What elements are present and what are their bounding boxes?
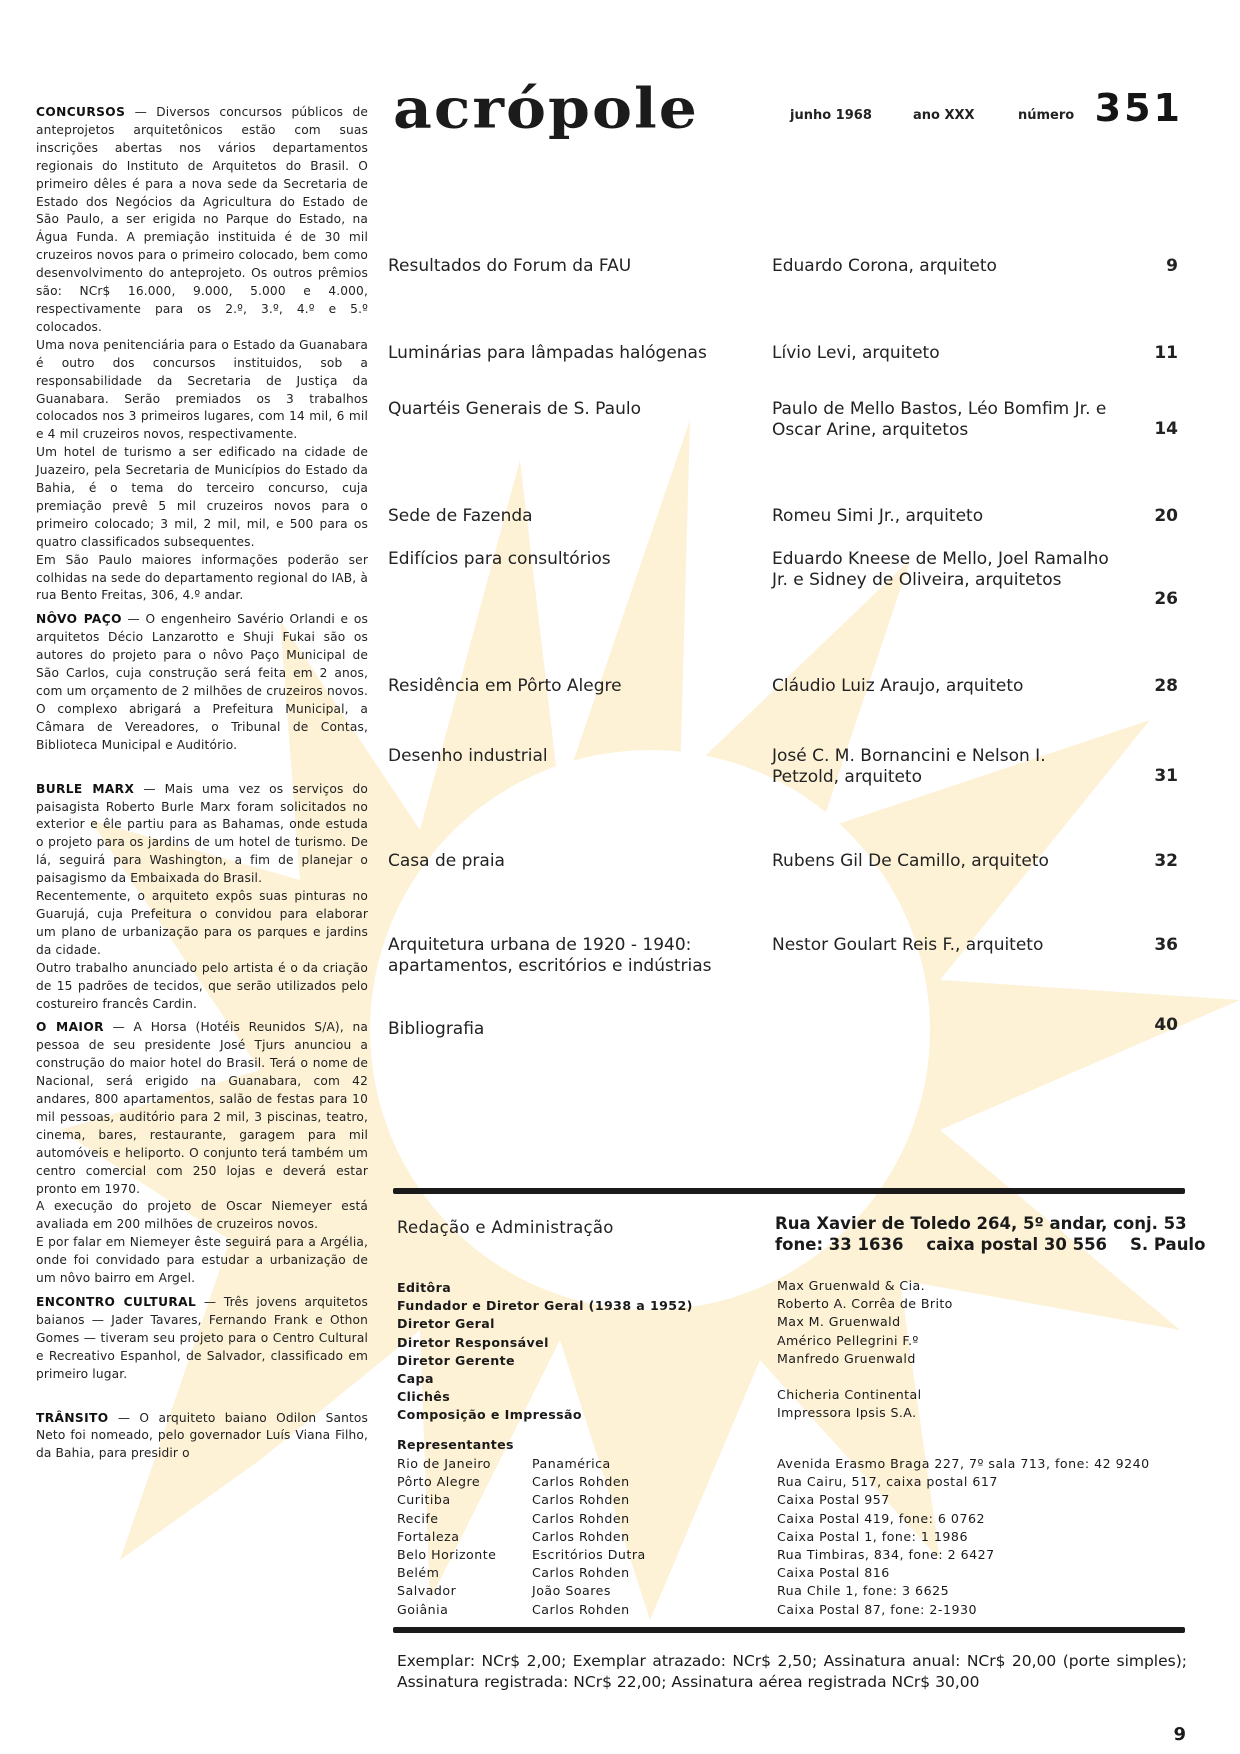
credit-role: Fundador e Diretor Geral (1938 a 1952) (397, 1298, 693, 1314)
redacao-label: Redação e Administração (397, 1218, 614, 1237)
news-paragraph (36, 444, 368, 551)
news-paragraph (36, 960, 368, 1014)
news-paragraph (36, 781, 368, 888)
news-paragraph (36, 611, 368, 754)
news-item (36, 1294, 368, 1384)
credit-role: Composição e Impressão (397, 1407, 582, 1423)
news-text: E por falar em Niemeyer êste seguirá para a Argélia, onde foi convidado para estudar a urbanização de um nôvo bairro em Argel. (36, 1235, 368, 1286)
credit-role: Clichês (397, 1389, 451, 1405)
news-text: — Mais uma vez os serviços do paisagista Roberto Burle Marx foram solicitados no exterior e êle partiu para as Bahamas, onde estuda o projeto para os jardins de um hotel de turismo. De lá, seguirá para Washington, a fim de planejar o paisagismo da Embaixada do Brasil. (36, 781, 369, 886)
toc-page-number[interactable]: 11 (1154, 343, 1178, 363)
news-text: Outro trabalho anunciado pelo artista é o da criação de 15 padrões de tecidos, que serão utilizados pelo costureiro francês Cardin. (36, 960, 368, 1011)
toc-title[interactable]: Resultados do Forum da FAU (388, 256, 632, 276)
news-paragraph (36, 888, 368, 960)
news-text: Em São Paulo maiores informações poderão ser colhidas na sede do departamento regional do IAB, à rua Bento Freitas, 306, 4.º andar. (36, 552, 368, 603)
toc-page-number[interactable]: 31 (1154, 766, 1178, 786)
toc-author: Romeu Simi Jr., arquiteto (772, 506, 984, 526)
representative-city: Curitiba (397, 1492, 451, 1508)
issue-volume: ano XXX (913, 108, 975, 123)
subscription-prices: Exemplar: NCr$ 2,00; Exemplar atrazado: NCr$ 2,50; Assinatura anual: NCr$ 20,00 (porte simples); Assinatura registrada: NCr$ 22,00; Assinatura aérea registrada NCr$ 30,00 (397, 1652, 1187, 1691)
representative-agent: Carlos Rohden (532, 1528, 630, 1544)
news-text: — Três jovens arquitetos baianos — Jader Tavares, Fernando Frank e Othon Gomes — tiveram seu projeto para o Centro Cultural e Recreativo Espanhol, de Salvador, classificado em primeiro lugar. (36, 1295, 368, 1381)
divider-rule-bottom (393, 1627, 1185, 1633)
representative-address: Caixa Postal 419, fone: 6 0762 (777, 1510, 985, 1526)
toc-page-number[interactable]: 26 (1154, 589, 1178, 609)
toc-author: José C. M. Bornancini e Nelson I. Petzold, arquiteto (772, 746, 1046, 787)
representatives-heading: Representantes (397, 1437, 514, 1452)
credit-name: Roberto A. Corrêa de Brito (777, 1296, 953, 1312)
credits-names (777, 1277, 953, 1423)
representative-agent: Carlos Rohden (532, 1492, 630, 1508)
toc-author: Eduardo Kneese de Mello, Joel Ramalho Jr. e Sidney de Oliveira, arquitetos (772, 549, 1109, 590)
issue-number: 351 (1094, 86, 1183, 130)
representative-address: Caixa Postal 87, fone: 2-1930 (777, 1601, 978, 1617)
toc-title[interactable]: Bibliografia (388, 1019, 485, 1039)
toc-author: Nestor Goulart Reis F., arquiteto (772, 935, 1044, 955)
representative-city: Recife (397, 1510, 439, 1526)
news-text: Recentemente, o arquiteto expôs suas pinturas no Guarujá, cuja Prefeitura o convidou para elaborar um plano de urbanização para os parques e jardins da cidade. (36, 889, 368, 957)
credit-role: Diretor Gerente (397, 1352, 515, 1368)
representative-agent: Escritórios Dutra (532, 1547, 646, 1563)
news-text: — A Horsa (Hotéis Reunidos S/A), na pessoa de seu presidente José Tjurs anunciou a construção do maior hotel do Brasil. Terá o nome de Nacional, será erigido na Guanabara, com 42 andares, 800 apartamentos, salão de festas para 10 mil pessoas, auditório para 2 mil, 3 piscinas, teatro, cinema, bares, restaurante, garagem para mil automóveis e heliporto. O conjunto terá também um centro comercial com 250 lojas e deverá estar pronto em 1970. (36, 1020, 369, 1196)
credit-name: Max M. Gruenwald (777, 1314, 901, 1330)
toc-title[interactable]: Casa de praia (388, 851, 505, 871)
news-paragraph (36, 1198, 368, 1234)
representative-address: Caixa Postal 816 (777, 1565, 890, 1581)
news-item (36, 1410, 368, 1464)
news-heading: TRÂNSITO (36, 1410, 109, 1425)
credit-role: Editôra (397, 1280, 452, 1295)
news-text: — Diversos concursos públicos de anteprojetos arquitetônicos estão com suas inscrições abertas nos vários departamentos regionais do Instituto de Arquitetos do Brasil. O primeiro dêles é para a nova sede da Secretaria de Estado dos Negócios da Agricultura do Estado de São Paulo, a ser erigida no Parque do Estado, na Água Funda. A premiação instituida é de 30 mil cruzeiros novos para o primeiro colocado, bem como desenvolvimento do anteprojeto. Os outros prêmios são: NCr$ 16.000, 9.000, 5.000 e 4.000, respectivamente para os 2.º, 3.º, 4.º e 5.º colocados. (36, 105, 368, 334)
toc-title[interactable]: Desenho industrial (388, 746, 548, 766)
representative-agent: Panamérica (532, 1456, 611, 1471)
news-paragraph (36, 552, 368, 606)
credit-spacer (777, 1368, 953, 1386)
representative-address: Rua Chile 1, fone: 3 6625 (777, 1583, 950, 1599)
toc-page-number[interactable]: 32 (1154, 851, 1178, 871)
representatives-cities (397, 1455, 496, 1619)
divider-rule-top (393, 1188, 1185, 1194)
toc-page-number[interactable]: 36 (1154, 935, 1178, 955)
credit-name: Chicheria Continental (777, 1387, 922, 1403)
representative-city: Pôrto Alegre (397, 1474, 481, 1490)
news-column (36, 104, 368, 1469)
representative-city: Fortaleza (397, 1528, 460, 1544)
representative-agent: Carlos Rohden (532, 1601, 630, 1617)
news-paragraph (36, 1410, 368, 1464)
editorial-address (775, 1213, 1206, 1255)
representative-agent: Carlos Rohden (532, 1510, 630, 1526)
news-paragraph (36, 1019, 368, 1198)
representative-address: Avenida Erasmo Braga 227, 7º sala 713, fone: 42 9240 (777, 1456, 1150, 1471)
toc-title[interactable]: Edifícios para consultórios (388, 549, 611, 569)
representative-agent: João Soares (532, 1583, 611, 1599)
representatives-addresses (777, 1455, 1150, 1619)
credit-name: Manfredo Gruenwald (777, 1350, 916, 1366)
representative-address: Caixa Postal 1, fone: 1 1986 (777, 1528, 968, 1544)
credits-roles (397, 1279, 693, 1425)
toc-author: Paulo de Mello Bastos, Léo Bomfim Jr. e Oscar Arine, arquitetos (772, 399, 1107, 440)
magazine-logo: acrópole (393, 76, 699, 142)
news-item (36, 781, 368, 1014)
representative-address: Rua Timbiras, 834, fone: 2 6427 (777, 1547, 995, 1563)
credit-name: Max Gruenwald & Cia. (777, 1278, 926, 1293)
news-text: Um hotel de turismo a ser edificado na cidade de Juazeiro, pela Secretaria de Municípios do Estado da Bahia, é o tema do terceiro concurso, cuja premiação prevê 5 mil cruzeiros novos para o primeiro colocado; 3 mil, 2 mil, mil, e 500 para os quatro classificados subsequentes. (36, 445, 368, 549)
news-text: — O arquiteto baiano Odilon Santos Neto foi nomeado, pelo governador Luís Viana Filho, da Bahia, para presidir o (36, 1410, 368, 1461)
representatives-agents (532, 1455, 646, 1619)
news-item (36, 611, 368, 754)
news-heading: CONCURSOS (36, 105, 126, 119)
news-text: A execução do projeto de Oscar Niemeyer está avaliada em 200 milhões de cruzeiros novos. (36, 1199, 368, 1232)
representative-city: Belém (397, 1565, 440, 1581)
credit-role: Diretor Geral (397, 1316, 495, 1332)
news-heading: BURLE MARX (36, 781, 135, 796)
representative-city: Belo Horizonte (397, 1547, 497, 1563)
toc-page-number[interactable]: 14 (1154, 419, 1178, 439)
toc-title[interactable]: Sede de Fazenda (388, 506, 533, 526)
news-heading: NÔVO PAÇO (36, 612, 122, 627)
toc-page-number[interactable]: 28 (1154, 676, 1178, 696)
credit-name: Américo Pellegrini F.º (777, 1332, 919, 1348)
credit-role: Diretor Responsável (397, 1334, 549, 1350)
news-item (36, 104, 368, 605)
news-paragraph (36, 337, 368, 444)
issue-number-label: número (1018, 108, 1075, 123)
news-text: — O engenheiro Savério Orlandi e os arquitetos Décio Lanzarotto e Shuji Fukai são os autores do projeto para o nôvo Paço Municipal de São Carlos, cuja construção será feita em 2 anos, com um orçamento de 2 milhões de cruzeiros novos. O complexo abrigará a Prefeitura Municipal, a Câmara de Vereadores, o Tribunal de Contas, Biblioteca Municipal e Auditório. (36, 612, 368, 752)
toc-page-number[interactable]: 9 (1166, 256, 1178, 276)
toc-author: Eduardo Corona, arquiteto (772, 256, 997, 276)
toc-title[interactable]: Residência em Pôrto Alegre (388, 676, 622, 696)
toc-title[interactable]: Quartéis Generais de S. Paulo (388, 399, 641, 419)
issue-date: junho 1968 (790, 108, 872, 123)
page-number: 9 (1173, 1724, 1186, 1745)
representative-city: Goiânia (397, 1601, 449, 1617)
representative-agent: Carlos Rohden (532, 1565, 630, 1581)
news-paragraph (36, 104, 368, 337)
news-heading: ENCONTRO CULTURAL (36, 1295, 197, 1309)
representative-city: Salvador (397, 1583, 457, 1599)
masthead (393, 76, 1183, 148)
credit-role: Capa (397, 1371, 434, 1387)
toc-title[interactable]: Luminárias para lâmpadas halógenas (388, 343, 707, 363)
news-paragraph (36, 1234, 368, 1288)
representative-city: Rio de Janeiro (397, 1456, 491, 1471)
toc-page-number[interactable]: 40 (1154, 1015, 1178, 1035)
representative-address: Caixa Postal 957 (777, 1492, 890, 1508)
representative-agent: Carlos Rohden (532, 1474, 630, 1490)
representative-address: Rua Cairu, 517, caixa postal 617 (777, 1474, 998, 1490)
news-heading: O MAIOR (36, 1020, 104, 1035)
toc-page-number[interactable]: 20 (1154, 506, 1178, 526)
toc-title[interactable]: Arquitetura urbana de 1920 - 1940: apartamentos, escritórios e indústrias (388, 935, 712, 976)
credit-name: Impressora Ipsis S.A. (777, 1405, 917, 1421)
news-paragraph (36, 1294, 368, 1384)
news-text: Uma nova penitenciária para o Estado da Guanabara é outro dos concursos instituidos, sob a responsabilidade da Secretaria de Justiça da Guanabara. Serão premiados os 3 trabalhos colocados nos 3 primeiros lugares, com 14 mil, 6 mil e 4 mil cruzeiros novos, respectivamente. (36, 337, 368, 442)
toc-author: Lívio Levi, arquiteto (772, 343, 940, 363)
address-line-2: fone: 33 1636 caixa postal 30 556 S. Paulo (775, 1235, 1206, 1254)
address-line-1: Rua Xavier de Toledo 264, 5º andar, conj. 53 (775, 1214, 1187, 1233)
news-item (36, 1019, 368, 1288)
toc-author: Cláudio Luiz Araujo, arquiteto (772, 676, 1024, 696)
toc-author: Rubens Gil De Camillo, arquiteto (772, 851, 1049, 871)
